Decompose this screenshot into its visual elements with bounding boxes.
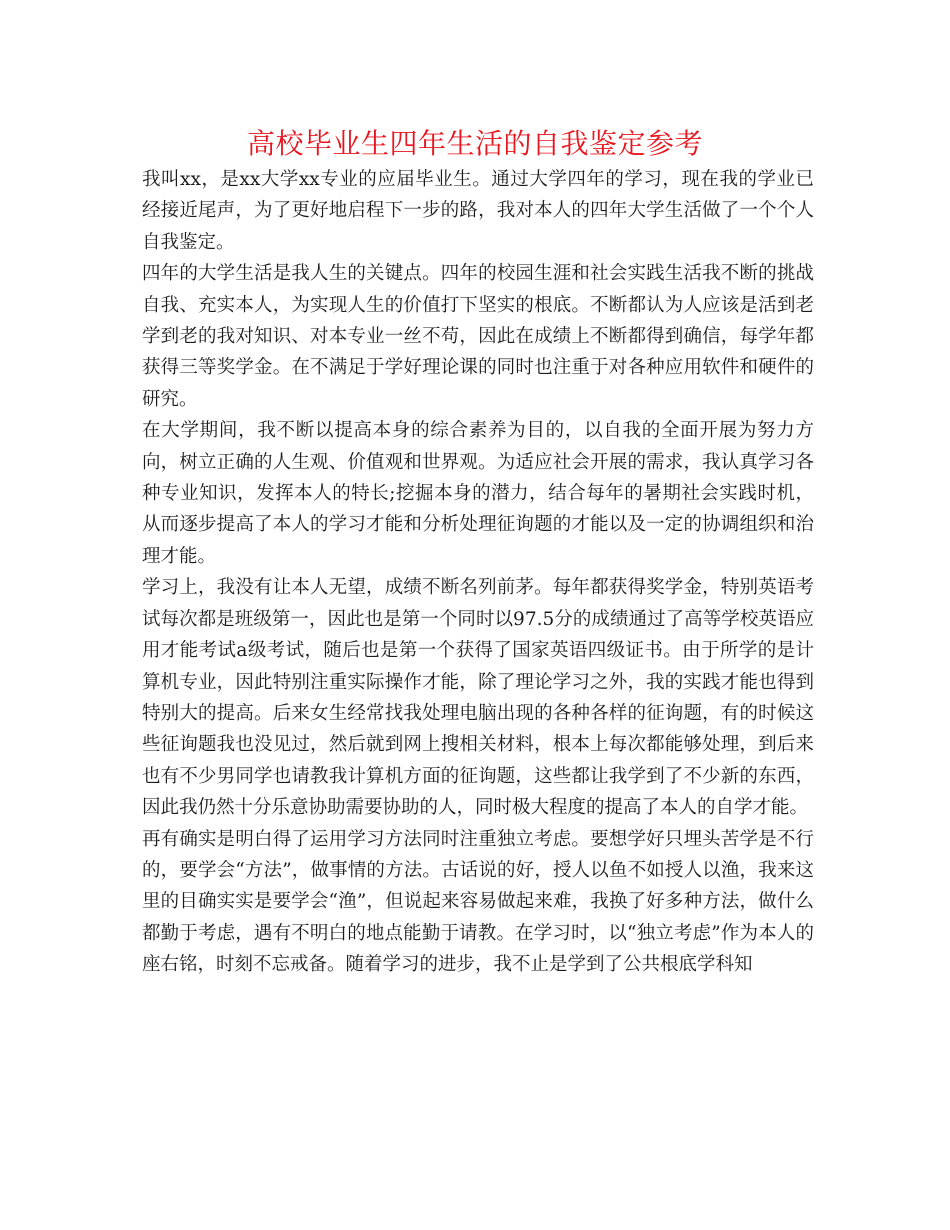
document-title: 高校毕业生四年生活的自我鉴定参考 — [246, 127, 703, 160]
paragraph: 我叫xx，是xx大学xx专业的应届毕业生。通过大学四年的学习，现在我的学业已经接近尾声，为了更好地启程下一步的路，我对本人的四年大学生活做了一个个人自我鉴定。 — [142, 169, 814, 253]
document-body — [142, 164, 814, 981]
paragraph: 学习上，我没有让本人无望，成绩不断名列前茅。每年都获得奖学金，特别英语考试每次都是班级第一，因此也是第一个同时以97.5分的成绩通过了高等学校英语应用才能考试a级考试，随后也是第一个获得了国家英语四级证书。由于所学的是计算机专业，因此特别注重实际操作才能，除了理论学习之外，我的实践才能也得到特别大的提高。后来女生经常找我处理电脑出现的各种各样的征询题，有的时候这些征询题我也没见过，然后就到网上搜相关材料，根本上每次都能够处理，到后来也有不少男同学也请教我计算机方面的征询题，这些都让我学到了不少新的东西，因此我仍然十分乐意协助需要协助的人，同时极大程度的提高了本人的自学才能。 — [142, 577, 814, 819]
paragraph: 在大学期间，我不断以提高本身的综合素养为目的，以自我的全面开展为努力方向，树立正确的人生观、价值观和世界观。为适应社会开展的需求，我认真学习各种专业知识，发挥本人的特长;挖掘本身的潜力，结合每年的暑期社会实践时机，从而逐步提高了本人的学习才能和分析处理征询题的才能以及一定的协调组织和治理才能。 — [142, 420, 814, 567]
paragraph: 再有确实是明白得了运用学习方法同时注重独立考虑。要想学好只埋头苦学是不行的，要学会“方法”，做事情的方法。古话说的好，授人以鱼不如授人以渔，我来这里的目确实实是要学会“渔”，但说起来容易做起来难，我换了好多种方法，做什么都勤于考虑，遇有不明白的地点能勤于请教。在学习时，以“独立考虑”作为本人的座右铭，时刻不忘戒备。随着学习的进步，我不止是学到了公共根底学科知 — [142, 828, 814, 976]
paragraph: 四年的大学生活是我人生的关键点。四年的校园生涯和社会实践生活我不断的挑战自我、充实本人，为实现人生的价值打下坚实的根底。不断都认为人应该是活到老学到老的我对知识、对本专业一丝不苟，因此在成绩上不断都得到确信，每学年都获得三等奖学金。在不满足于学好理论课的同时也注重于对各种应用软件和硬件的研究。 — [142, 263, 814, 410]
